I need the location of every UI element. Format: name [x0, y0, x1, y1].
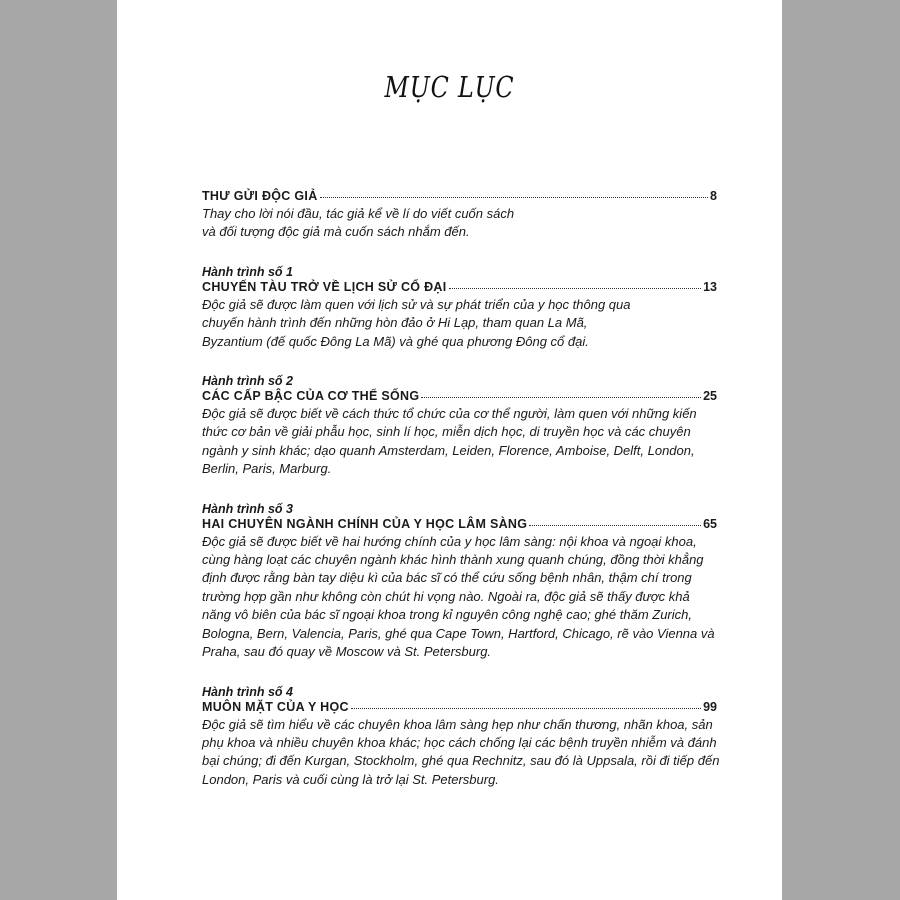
description-line: định được rằng bàn tay diệu kì của bác sĩ có thể cứu sống bệnh nhân, thậm chí trong — [202, 570, 692, 586]
description-line: thức cơ bản về giải phẫu học, sinh lí học, miễn dịch học, di truyền học và các chuyên — [202, 424, 691, 440]
toc-heading: THƯ GỬI ĐỘC GIẢ — [202, 189, 318, 203]
description-line: Berlin, Paris, Marburg. — [202, 461, 332, 477]
dot-leader — [449, 288, 702, 289]
book-page — [117, 0, 782, 900]
description-line: cùng hàng loạt các chuyên ngành khác hình thành xung quanh chúng, đồng thời khẳng — [202, 552, 704, 568]
toc-heading: CHUYẾN TÀU TRỞ VỀ LỊCH SỬ CỔ ĐẠI — [202, 279, 447, 294]
journey-label: Hành trình số 3 — [202, 501, 293, 516]
description-line: năng vô biên của bác sĩ ngoại khoa trong kỉ nguyên công nghệ cao; ghé thăm Zurich, — [202, 607, 692, 623]
description-line: ngành y sinh khác; dạo quanh Amsterdam, Leiden, Florence, Amboise, Delft, London, — [202, 442, 695, 458]
toc-description — [202, 405, 717, 479]
description-line: bại chúng; đi đến Kurgan, Stockholm, ghé qua Rechnitz, sau đó là Uppsala, rồi đi tiếp đến — [202, 753, 720, 769]
toc-heading: MUÔN MẶT CỦA Y HỌC — [202, 699, 349, 714]
description-line: London, Paris và cuối cùng là trở lại St. Petersburg. — [202, 771, 499, 787]
toc-heading: HAI CHUYÊN NGÀNH CHÍNH CỦA Y HỌC LÂM SÀNG — [202, 516, 528, 531]
toc-heading-row[interactable] — [202, 516, 717, 533]
description-line: Byzantium (đế quốc Đông La Mã) và ghé qua phương Đông cổ đại. — [202, 333, 589, 349]
description-line: Thay cho lời nói đầu, tác giả kể về lí do viết cuốn sách — [202, 206, 515, 221]
toc-heading: CÁC CẤP BẬC CỦA CƠ THỂ SỐNG — [202, 389, 420, 404]
table-of-contents — [202, 188, 720, 812]
toc-description — [202, 296, 717, 351]
page-title: MỤC LỤC — [384, 70, 515, 104]
toc-description — [202, 533, 717, 662]
toc-description — [202, 716, 720, 790]
description-line: Độc giả sẽ tìm hiểu về các chuyên khoa lâm sàng hẹp như chấn thương, nhãn khoa, sản — [202, 716, 713, 732]
dot-leader — [320, 197, 709, 198]
dot-leader — [351, 708, 701, 709]
dot-leader — [421, 397, 701, 398]
description-line: phụ khoa và nhiều chuyên khoa khác; học cách chống lại các bệnh truyền nhiễm và đánh — [202, 734, 717, 750]
toc-entry — [202, 265, 717, 351]
toc-entry — [202, 374, 717, 479]
toc-description — [202, 205, 717, 242]
journey-label: Hành trình số 1 — [202, 264, 293, 279]
journey-label: Hành trình số 2 — [202, 374, 293, 389]
toc-page-number: 8 — [710, 189, 717, 203]
journey-label: Hành trình số 4 — [202, 684, 293, 699]
description-line: Bologna, Bern, Valencia, Paris, ghé qua Cape Town, Hartford, Chicago, rẽ vào Vienna và — [202, 625, 715, 641]
toc-entry — [202, 684, 720, 790]
description-line: Praha, sau đó quay về Moscow và St. Petersburg. — [202, 644, 492, 660]
toc-entry — [202, 188, 717, 242]
description-line: Độc giả sẽ được biết về hai hướng chính của y học lâm sàng: nội khoa và ngoại khoa, — [202, 533, 697, 549]
toc-heading-row[interactable] — [202, 188, 717, 205]
toc-page-number: 99 — [703, 699, 717, 714]
description-line: trường hợp gần như không còn chút hi vọng nào. Ngoài ra, độc giả sẽ thấy được khả — [202, 588, 690, 604]
toc-heading-row[interactable] — [202, 279, 717, 296]
toc-heading-row[interactable] — [202, 388, 717, 405]
toc-page-number: 13 — [703, 279, 717, 294]
description-line: Độc giả sẽ được làm quen với lịch sử và sự phát triển của y học thông qua — [202, 296, 631, 312]
toc-page-number: 25 — [703, 389, 717, 404]
dot-leader — [529, 525, 701, 526]
toc-entry — [202, 502, 717, 662]
toc-heading-row[interactable] — [202, 699, 717, 716]
description-line: và đối tượng độc giả mà cuốn sách nhắm đến. — [202, 224, 470, 240]
description-line: Độc giả sẽ được biết về cách thức tổ chức của cơ thể người, làm quen với những kiến — [202, 406, 697, 422]
toc-page-number: 65 — [703, 516, 717, 531]
description-line: chuyến hành trình đến những hòn đảo ở Hi Lạp, tham quan La Mã, — [202, 315, 588, 331]
